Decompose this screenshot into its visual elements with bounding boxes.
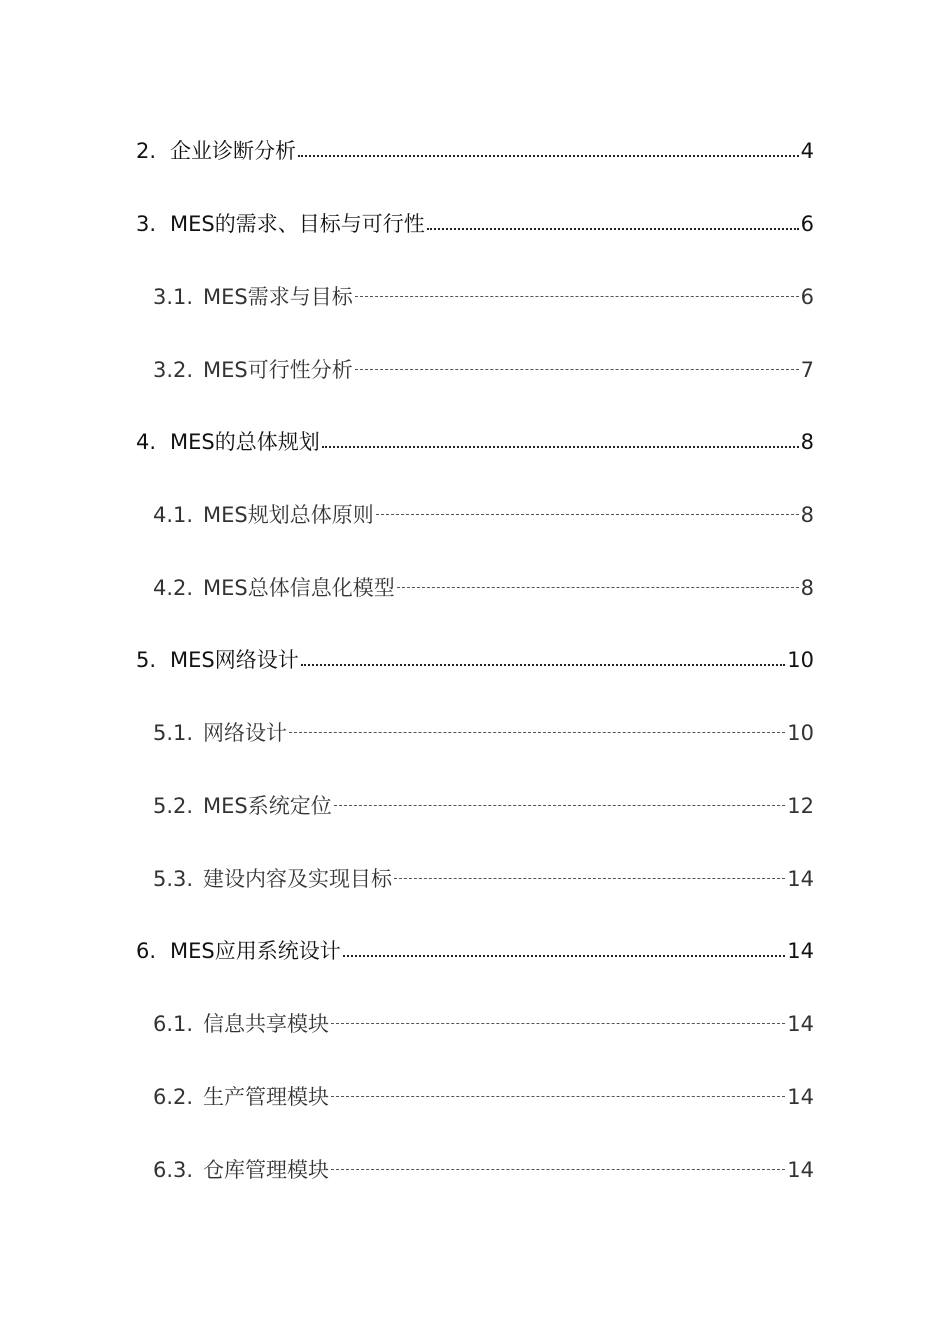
toc-entry[interactable] — [153, 1008, 814, 1040]
toc-entry-title: MES应用系统设计 — [170, 939, 341, 963]
toc-entry-number: 4.2. — [153, 576, 194, 600]
toc-entry[interactable] — [153, 281, 814, 313]
toc-entry[interactable] — [136, 135, 814, 167]
toc-entry-number: 6.3. — [153, 1158, 194, 1182]
toc-entry-title: MES网络设计 — [170, 648, 299, 672]
toc-entry-title: 仓库管理模块 — [203, 1158, 329, 1182]
toc-entry[interactable] — [153, 1154, 814, 1186]
toc-entry[interactable] — [153, 354, 814, 386]
toc-entry-page: 14 — [787, 1085, 814, 1109]
toc-entry-number: 6.1. — [153, 1012, 194, 1036]
toc-entry[interactable] — [136, 208, 814, 240]
toc-leader-dashes — [376, 513, 799, 515]
toc-entry-page: 6 — [800, 285, 814, 309]
toc-entry-page: 10 — [787, 648, 814, 672]
toc-entry-title: 企业诊断分析 — [170, 139, 296, 163]
toc-entry[interactable] — [136, 644, 814, 676]
toc-entry[interactable] — [136, 426, 814, 458]
toc-entry-page: 8 — [800, 430, 814, 454]
toc-entry-number: 5.3. — [153, 867, 194, 891]
toc-entry[interactable] — [153, 1081, 814, 1113]
toc-entry-page: 14 — [787, 1158, 814, 1182]
toc-entry-title: MES系统定位 — [203, 794, 332, 818]
toc-leader-dashes — [394, 877, 785, 879]
toc-leader-dashes — [355, 295, 799, 297]
toc-leader-dashes — [331, 1022, 785, 1024]
toc-entry-number: 6. — [136, 939, 157, 963]
toc-entry-page: 8 — [800, 576, 814, 600]
toc-leader-dashes — [355, 368, 799, 370]
toc-entry[interactable] — [153, 499, 814, 531]
toc-leader-dashes — [331, 1168, 785, 1170]
toc-entry-title: MES可行性分析 — [203, 358, 353, 382]
toc-entry-number: 2. — [136, 139, 157, 163]
toc-entry-page: 10 — [787, 721, 814, 745]
toc-entry-title: MES需求与目标 — [203, 285, 353, 309]
toc-entry-page: 14 — [787, 1012, 814, 1036]
toc-leader-dots — [427, 227, 799, 230]
toc-entry-number: 5.2. — [153, 794, 194, 818]
toc-entry-title: 建设内容及实现目标 — [203, 867, 392, 891]
toc-entry[interactable] — [153, 572, 814, 604]
toc-entry-title: 生产管理模块 — [203, 1085, 329, 1109]
toc-entry-page: 4 — [800, 139, 814, 163]
toc-entry-number: 5. — [136, 648, 157, 672]
toc-leader-dashes — [334, 804, 786, 806]
toc-entry-title: MES的总体规划 — [170, 430, 320, 454]
toc-entry-title: 信息共享模块 — [203, 1012, 329, 1036]
toc-entry-title: MES的需求、目标与可行性 — [170, 212, 425, 236]
toc-entry-number: 4. — [136, 430, 157, 454]
toc-leader-dots — [298, 154, 799, 157]
toc-leader-dots — [301, 663, 786, 666]
toc-entry-title: 网络设计 — [203, 721, 287, 745]
toc-entry-title: MES总体信息化模型 — [203, 576, 395, 600]
toc-entry-number: 3.1. — [153, 285, 194, 309]
toc-leader-dashes — [289, 731, 785, 733]
toc-entry[interactable] — [153, 717, 814, 749]
toc-entry-page: 8 — [800, 503, 814, 527]
toc-entry-number: 5.1. — [153, 721, 194, 745]
toc-entry-page: 14 — [787, 939, 814, 963]
toc-leader-dashes — [331, 1095, 785, 1097]
toc-entry-page: 12 — [787, 794, 814, 818]
toc-leader-dots — [343, 954, 786, 957]
toc-entry-page: 14 — [787, 867, 814, 891]
toc-leader-dots — [322, 445, 799, 448]
toc-leader-dashes — [397, 586, 799, 588]
toc-entry[interactable] — [136, 935, 814, 967]
toc-entry-page: 6 — [800, 212, 814, 236]
toc-entry-title: MES规划总体原则 — [203, 503, 374, 527]
toc-entry-page: 7 — [800, 358, 814, 382]
toc-entry[interactable] — [153, 790, 814, 822]
toc-entry-number: 6.2. — [153, 1085, 194, 1109]
toc-entry-number: 3.2. — [153, 358, 194, 382]
toc-entry-number: 3. — [136, 212, 157, 236]
toc-entry-number: 4.1. — [153, 503, 194, 527]
toc-entry[interactable] — [153, 863, 814, 895]
